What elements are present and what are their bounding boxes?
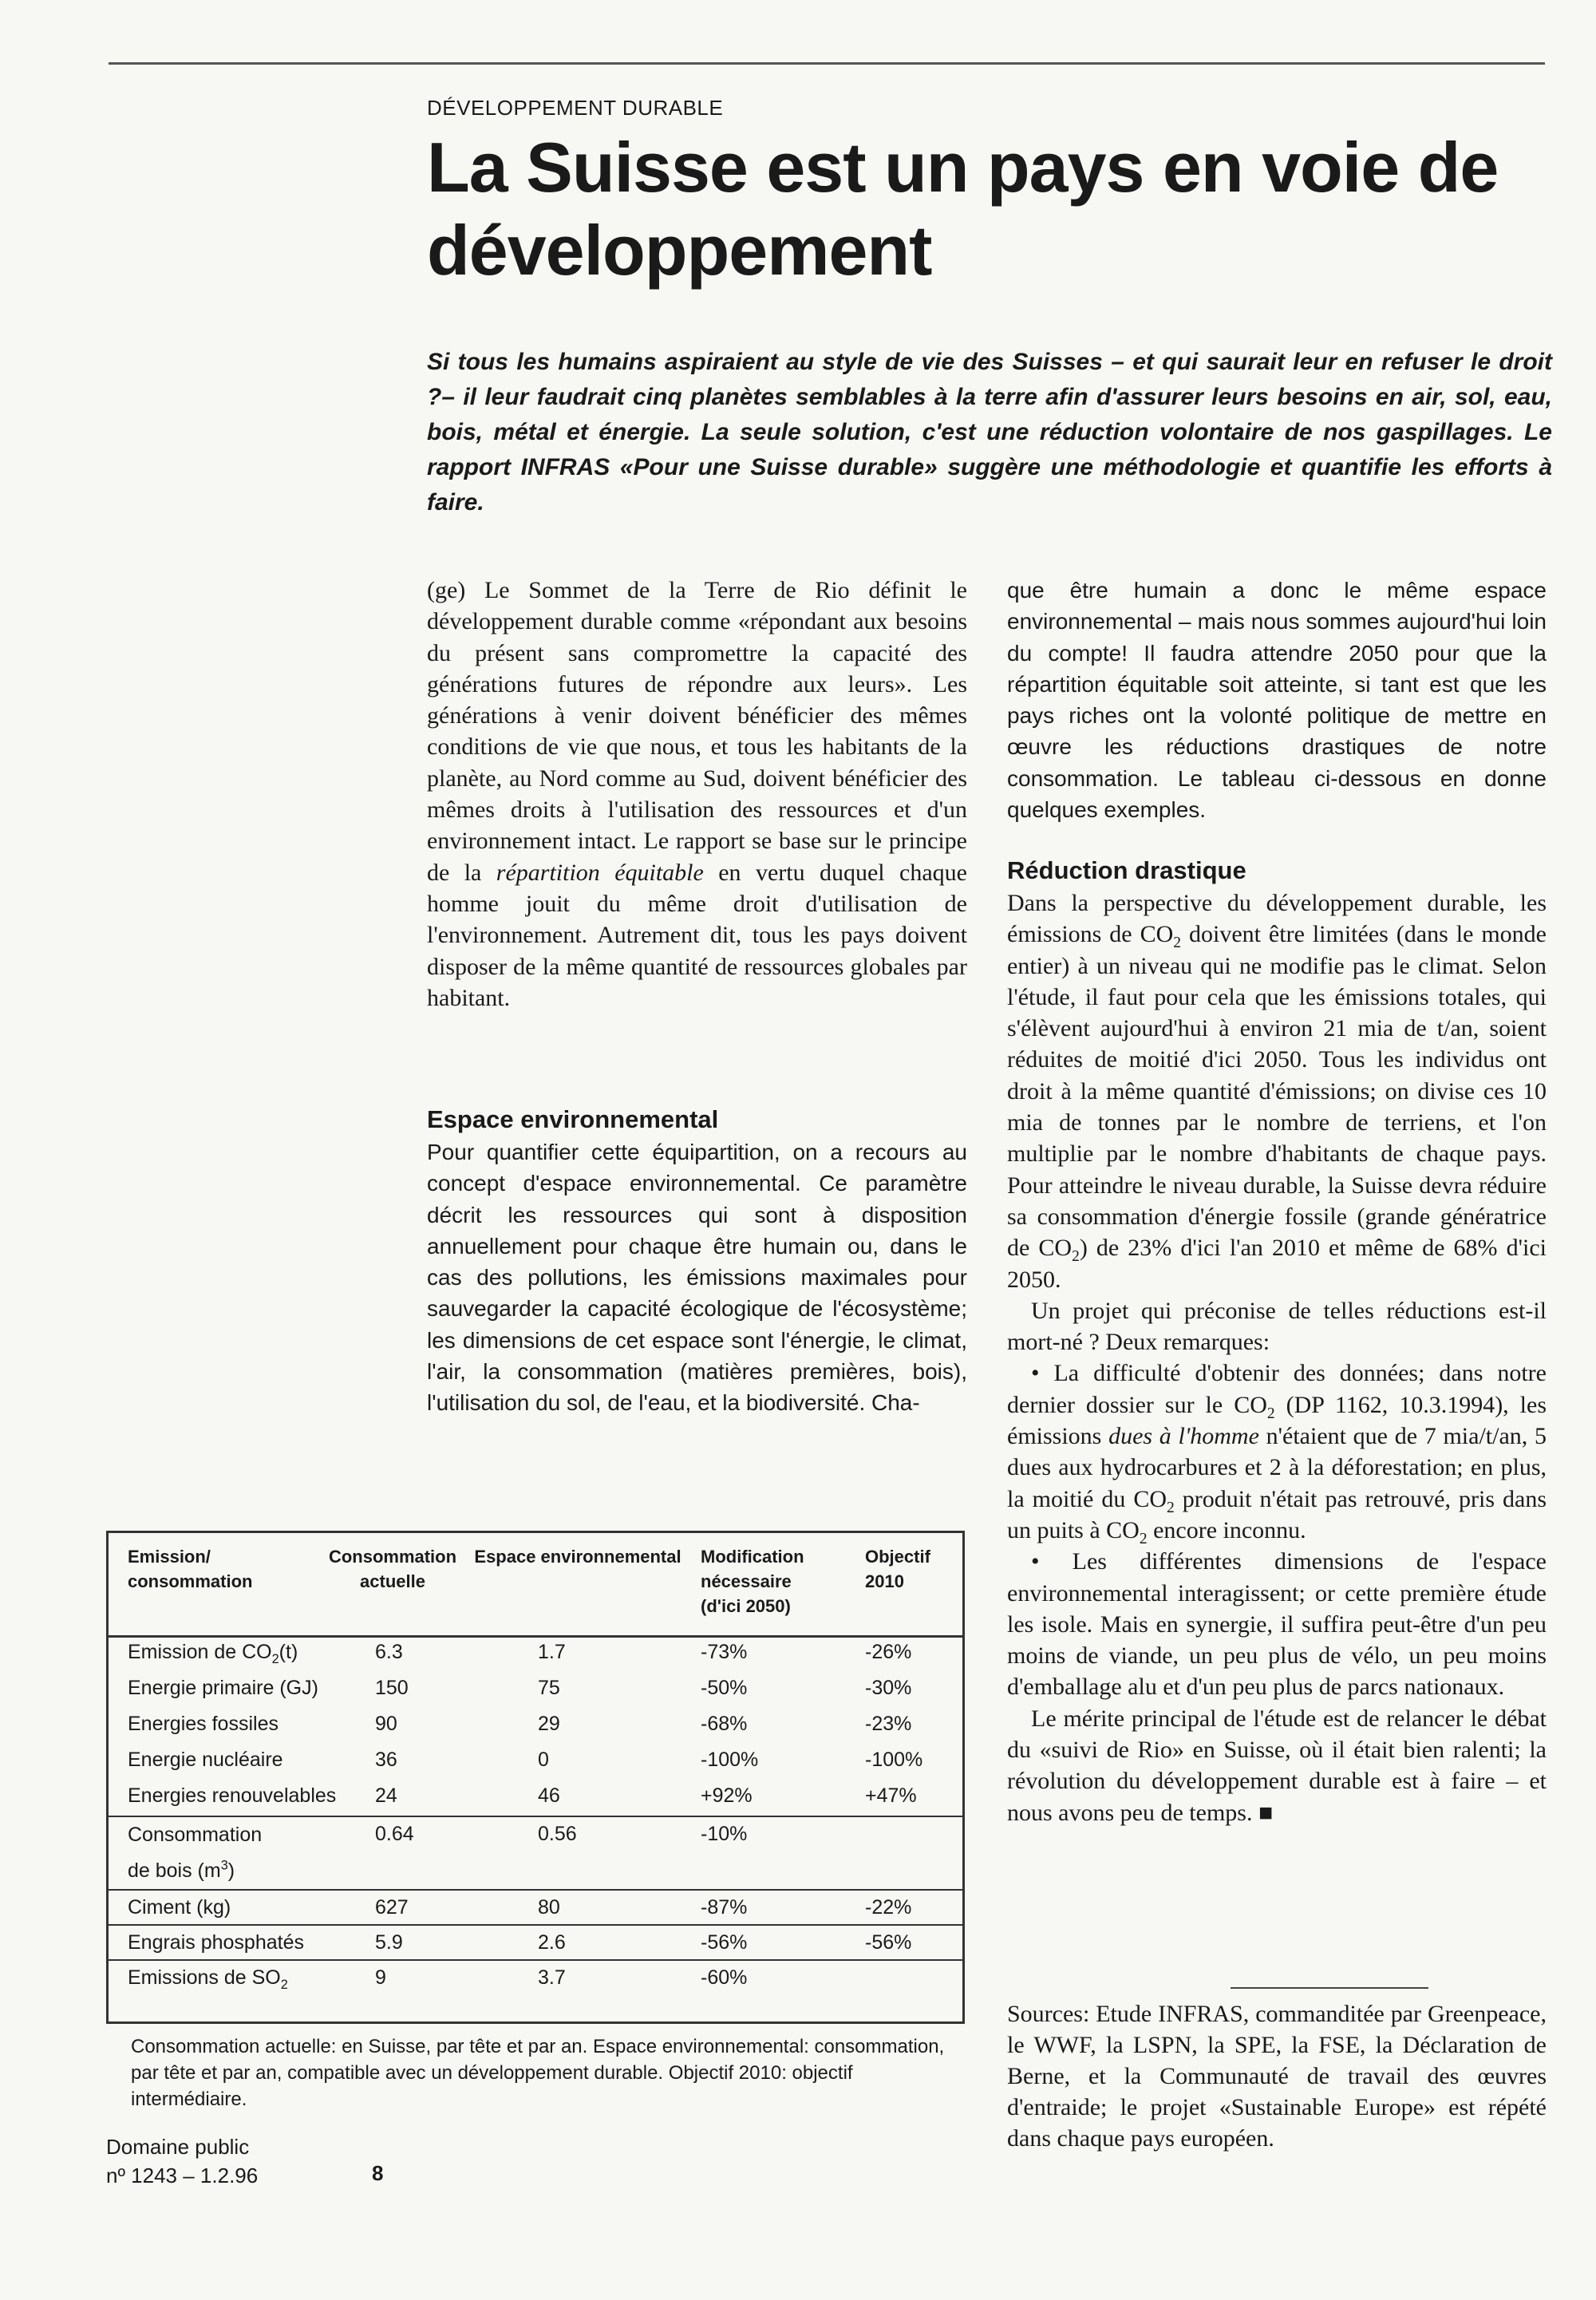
table-divider [109, 1959, 962, 1961]
conclusion-paragraph: Le mérite principal de l'étude est de relancer le débat du «suivi de Rio» en Suisse, où il était bien ralenti; la révolution du développement durable est à faire – et nous avons peu de temps. ■ [1007, 1705, 1547, 1826]
cell-modification: -10% [701, 1823, 748, 1845]
cell-actuelle: 150 [375, 1677, 409, 1699]
article-title: La Suisse est un pays en voie de développement [427, 128, 1499, 290]
footer [106, 2132, 258, 2190]
heading-espace-environnemental: Espace environnemental [427, 1105, 719, 1133]
publication-name: Domaine public [106, 2135, 250, 2159]
row-label: Energies fossiles [128, 1713, 279, 1735]
row-label: Engrais phosphatés [128, 1931, 304, 1954]
column-2-continuation [1007, 575, 1547, 825]
header-actuelle: Consommation actuelle [328, 1547, 457, 1591]
page-number: 8 [372, 2161, 384, 2185]
cell-actuelle: 5.9 [375, 1931, 403, 1954]
end-mark: ■ [1258, 1799, 1274, 1826]
cell-modification: -50% [701, 1677, 748, 1699]
issue-info: nº 1243 – 1.2.96 [106, 2164, 259, 2187]
cell-objectif: -30% [865, 1677, 912, 1699]
top-rule [109, 62, 1545, 65]
cell-espace: 2.6 [538, 1931, 566, 1954]
sources-separator [1231, 1987, 1428, 1989]
article-lede: Si tous les humains aspiraient au style de vie des Suisses – et qui saurait leur en refuser le droit ?– il leur faudrait cinq planètes semblables à la terre afin d'assurer leurs besoins en air, sol, eau, bois, métal et énergie. La seule solution, c'est une réduction volontaire de nos gaspillages. Le rapport INFRAS «Pour une Suisse durable» suggère une méthodologie et quantifie les efforts à faire. [427, 349, 1552, 516]
row-label: Energie primaire (GJ) [128, 1677, 318, 1699]
cell-modification: -56% [701, 1931, 748, 1954]
cell-modification: +92% [701, 1784, 753, 1807]
table-divider [109, 1924, 962, 1926]
heading-reduction-drastique: Réduction drastique [1007, 856, 1246, 884]
row-label: Emission de $CO_2(t)$ [128, 1641, 298, 1666]
row-label: Energies renouvelables [128, 1784, 337, 1807]
header-objectif: Objectif 2010 [865, 1547, 930, 1591]
cell-objectif: -26% [865, 1641, 912, 1663]
cell-espace: 46 [538, 1784, 560, 1807]
cell-modification: -100% [701, 1749, 759, 1771]
data-table [106, 1531, 965, 2024]
cell-espace: 80 [538, 1896, 560, 1919]
cell-actuelle: 0.64 [375, 1823, 414, 1845]
cell-espace: 75 [538, 1677, 560, 1699]
cell-modification: -60% [701, 1966, 748, 1989]
table-header [109, 1533, 962, 1638]
cell-espace: 0.56 [538, 1823, 577, 1845]
table-caption: Consommation actuelle: en Suisse, par tête et par an. Espace environnemental: consommation, par tête et par an, compatible avec un développement durable. Objectif 2010: objectif intermédiaire. [131, 2036, 945, 2110]
header-espace: Espace environnemental [474, 1547, 681, 1567]
cell-objectif: -56% [865, 1931, 912, 1954]
header-modification: Modification nécessaire (d'ici 2050) [701, 1547, 804, 1616]
cell-espace: 0 [538, 1749, 549, 1771]
cell-actuelle: 24 [375, 1784, 397, 1807]
cell-modification: -87% [701, 1896, 748, 1919]
cell-actuelle: 36 [375, 1749, 397, 1771]
cell-objectif: -100% [865, 1749, 923, 1771]
cell-espace: 1.7 [538, 1641, 566, 1663]
cell-actuelle: 627 [375, 1896, 409, 1919]
remark-2: • Les différentes dimensions de l'espace environnemental interagissent; or cette première étude les isole. Mais en synergie, il suffira peut-être d'un peu moins de viande, un peu plus de vélo, un peu moins d'emballage alu et d'un peu plus de parcs nationaux. [1007, 1548, 1547, 1701]
continuation-paragraph: que être humain a donc le même espace environnemental – mais nous sommes aujourd'hui loin du compte! Il faudra attendre 2050 pour que la répartition équitable soit atteinte, si tant est que les pays riches ont la volonté politique de mettre en œuvre les réductions drastiques de notre consommation. Le tableau ci-dessous en donne quelques exemples. [1007, 578, 1547, 823]
remarks-paragraph: Un projet qui préconise de telles réductions est-il mort-né ? Deux remarques: [1007, 1297, 1547, 1356]
cell-objectif: -23% [865, 1713, 912, 1735]
row-label: Emissions de $SO_2$ [128, 1966, 288, 1992]
cell-espace: 3.7 [538, 1966, 566, 1989]
section-kicker: DÉVELOPPEMENT DURABLE [427, 96, 724, 120]
row-label: Consommation de bois $(m^3)$ [128, 1824, 263, 1882]
cell-espace: 29 [538, 1713, 560, 1735]
sources-note: Sources: Etude INFRAS, commanditée par Greenpeace, le WWF, la LSPN, la SPE, la FSE, la Déclaration de Berne, et la Communauté de travail des œuvres d'entraide; le projet «Sustainable Europe» est répété dans chaque pays européen. [1007, 2001, 1547, 2152]
column-1-espace [427, 1103, 967, 1419]
cell-modification: -68% [701, 1713, 748, 1735]
row-label: Energie nucléaire [128, 1749, 283, 1771]
remark-1: • La difficulté d'obtenir des données; dans notre dernier dossier sur le $CO_2$ (DP 1162, 10.3.1994), les émissions dues à l'homme n'étaient que de 7 mia/t/an, 5 dues aux hydrocarbures et 2 à la déforestation; en plus, la moitié du $CO_2$ produit n'était pas retrouvé, pris dans un puits à $CO_2$ encore inconnu. [1007, 1360, 1547, 1547]
column-2-reduction [1007, 854, 1547, 1828]
cell-modification: -73% [701, 1641, 748, 1663]
column-1-intro [427, 575, 967, 1014]
emphasis-repartition: répartition équitable [496, 859, 704, 886]
table-divider [109, 1889, 962, 1891]
column-2-sources [1007, 1998, 1547, 2154]
cell-actuelle: 9 [375, 1966, 386, 1989]
espace-paragraph: Pour quantifier cette équipartition, on a recours au concept d'espace environnemental. Ce paramètre décrit les ressources qui sont à disposition annuellement pour chaque être humain ou, dans le cas des pollutions, les émissions maximales pour sauvegarder la capacité écologique de l'écosystème; les dimensions de cet espace sont l'énergie, le climat, l'air, la consommation (matières premières, bois), l'utilisation du sol, de l'eau, et la biodiversité. Cha- [427, 1140, 967, 1416]
cell-objectif: -22% [865, 1896, 912, 1919]
row-label: Ciment (kg) [128, 1896, 231, 1919]
cell-actuelle: 6.3 [375, 1641, 403, 1663]
reduction-paragraph: Dans la perspective du développement durable, les émissions de $CO_2$ doivent être limitées (dans le monde entier) à un niveau qui ne modifie pas le climat. Selon l'étude, il faut pour cela que les émissions totales, qui s'élèvent aujourd'hui à environ 21 mia de t/an, soient réduites de moitié d'ici 2050. Tous les individus ont droit à la même quantité d'émissions; on divise ces 10 mia de tonnes par le nombre de terriens, et l'on multiplie par le nombre d'habitants de chaque pays. Pour atteindre le niveau durable, la Suisse devra réduire sa consommation d'énergie fossile (grande génératrice de $CO_2$) de 23% d'ici l'an 2010 et même de 68% d'ici 2050. [1007, 890, 1547, 1293]
intro-paragraph: (ge) Le Sommet de la Terre de Rio définit le développement durable comme «répondant aux besoins du présent sans compromettre la capacité des générations futures de répondre aux leurs». Les générations à venir doivent bénéficier des mêmes conditions de vie que nous, et tous les habitants de la planète, au Nord comme au Sud, doivent bénéficier des mêmes droits à l'utilisation des ressources et d'un environnement intact. Le rapport se base sur le principe de la répartition équitable en vertu duquel chaque homme jouit du même droit d'utilisation de l'environnement. Autrement dit, tous les pays doivent disposer de la même quantité de ressources globales par habitant. [427, 577, 967, 1011]
cell-actuelle: 90 [375, 1713, 397, 1735]
cell-objectif: +47% [865, 1784, 917, 1807]
header-emission: Emission/ consommation [128, 1547, 253, 1591]
